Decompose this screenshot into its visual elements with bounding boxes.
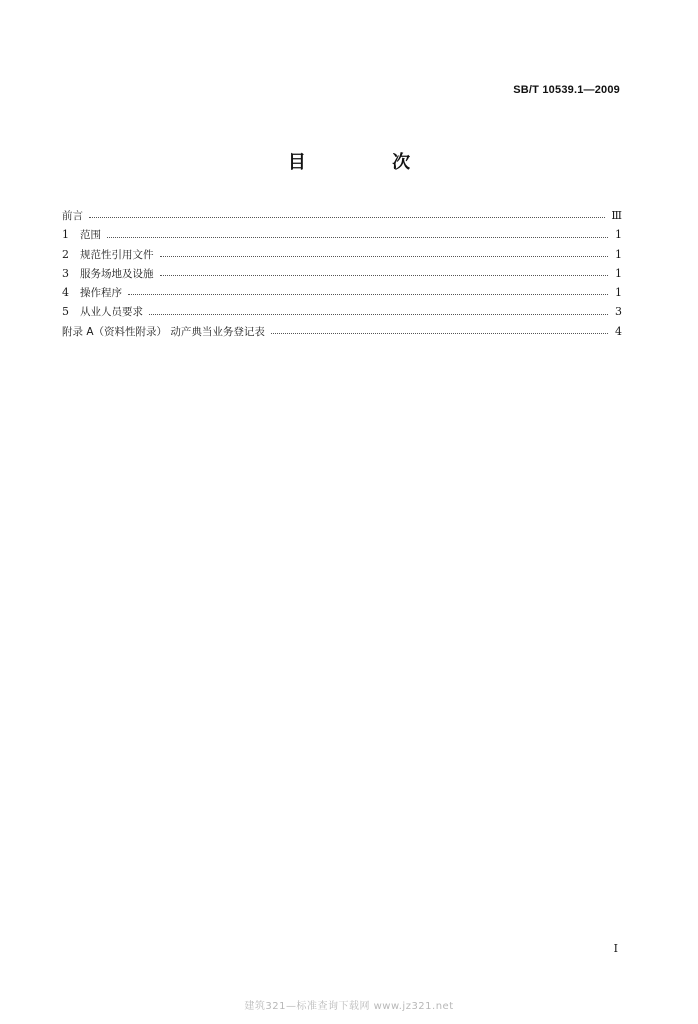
toc-entry-page: 1: [615, 286, 622, 300]
toc-leader-dots: [160, 275, 609, 276]
toc-entry-label: 范围: [80, 229, 101, 242]
toc-entry-page: 1: [615, 247, 622, 261]
toc-leader-dots: [89, 217, 605, 218]
toc-entry-number: 5: [62, 305, 69, 319]
toc-entry-number: 3: [62, 266, 69, 280]
toc-entry-scope[interactable]: [62, 225, 622, 244]
toc-entry-service-facilities[interactable]: [62, 264, 622, 283]
toc-entry-label: 从业人员要求: [80, 306, 143, 319]
toc-entry-number: 1: [62, 228, 69, 242]
toc-entry-number: 4: [62, 286, 69, 300]
toc-leader-dots: [271, 333, 608, 334]
toc-entry-number: 2: [62, 247, 69, 261]
toc-entry-label: 服务场地及设施: [80, 267, 154, 280]
toc-entry-personnel-requirements[interactable]: [62, 302, 622, 321]
toc-leader-dots: [160, 256, 609, 257]
toc-leader-dots: [149, 314, 608, 315]
toc-entry-operating-procedure[interactable]: [62, 283, 622, 302]
toc-leader-dots: [107, 237, 608, 238]
toc-entry-appendix-a[interactable]: [62, 322, 622, 341]
toc-entry-label: 规范性引用文件: [80, 248, 154, 261]
toc-entry-page: Ⅲ: [611, 209, 622, 222]
toc-entry-label: 附录 A（资料性附录） 动产典当业务登记表: [62, 325, 265, 338]
toc-entry-page: 1: [615, 266, 622, 280]
page-title: 目 次: [287, 152, 451, 173]
toc-entry-label: 前言: [62, 210, 83, 222]
toc-entry-page: 3: [615, 305, 622, 319]
table-of-contents: [62, 206, 622, 341]
toc-entry-normative-references[interactable]: [62, 245, 622, 264]
toc-entry-label: 操作程序: [80, 287, 122, 300]
standard-code: SB/T 10539.1—2009: [513, 84, 620, 96]
toc-entry-page: 4: [615, 324, 622, 338]
toc-entry-foreword[interactable]: [62, 206, 622, 225]
toc-leader-dots: [128, 294, 608, 295]
page-number: I: [613, 942, 618, 955]
toc-entry-page: 1: [615, 228, 622, 242]
watermark: 建筑321—标准查询下载网 www.jz321.net: [244, 1001, 454, 1012]
